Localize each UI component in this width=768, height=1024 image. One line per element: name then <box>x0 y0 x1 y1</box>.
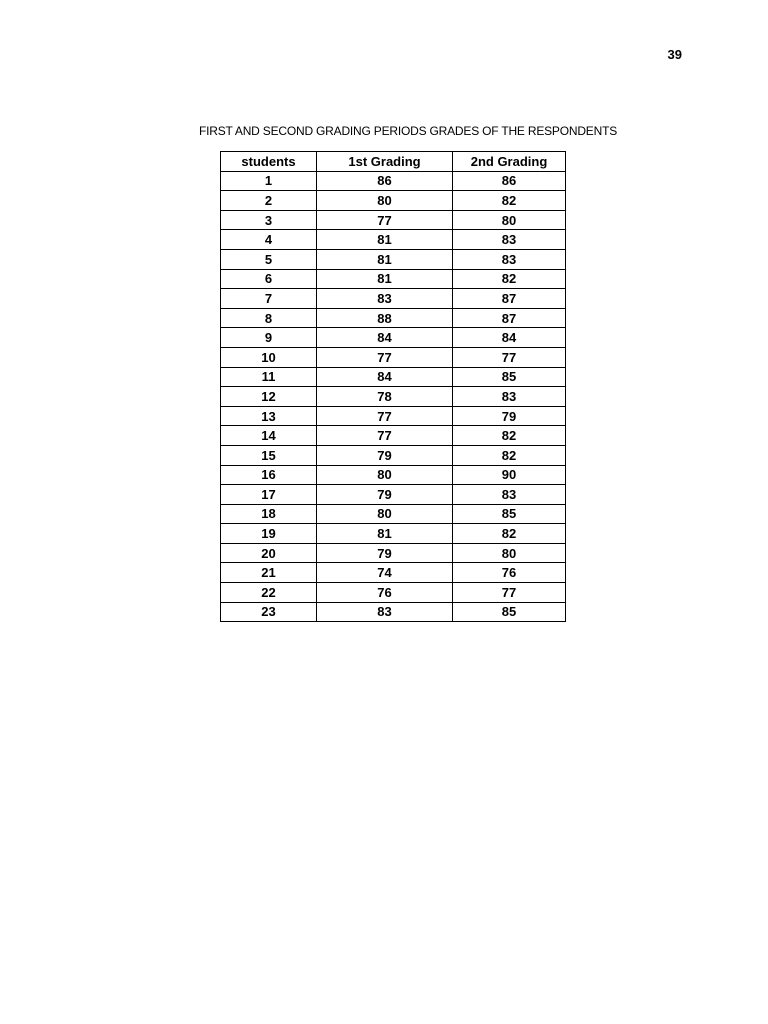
table-row <box>221 583 566 603</box>
column-header-1st-grading: 1st Grading <box>317 152 453 172</box>
student-number-cell: 13 <box>221 406 317 426</box>
first-grading-cell: 88 <box>317 308 453 328</box>
second-grading-cell: 85 <box>453 602 566 622</box>
second-grading-cell: 76 <box>453 563 566 583</box>
table-row <box>221 504 566 524</box>
first-grading-cell: 81 <box>317 524 453 544</box>
table-row <box>221 602 566 622</box>
student-number-cell: 12 <box>221 387 317 407</box>
student-number-cell: 21 <box>221 563 317 583</box>
student-number-cell: 18 <box>221 504 317 524</box>
table-row <box>221 328 566 348</box>
second-grading-cell: 80 <box>453 210 566 230</box>
first-grading-cell: 77 <box>317 406 453 426</box>
second-grading-cell: 77 <box>453 583 566 603</box>
table-row <box>221 210 566 230</box>
second-grading-cell: 85 <box>453 367 566 387</box>
second-grading-cell: 80 <box>453 543 566 563</box>
table-row <box>221 171 566 191</box>
student-number-cell: 19 <box>221 524 317 544</box>
second-grading-cell: 82 <box>453 445 566 465</box>
student-number-cell: 5 <box>221 249 317 269</box>
student-number-cell: 3 <box>221 210 317 230</box>
student-number-cell: 4 <box>221 230 317 250</box>
table-row <box>221 367 566 387</box>
student-number-cell: 15 <box>221 445 317 465</box>
student-number-cell: 8 <box>221 308 317 328</box>
table-row <box>221 465 566 485</box>
table-body <box>221 171 566 622</box>
first-grading-cell: 80 <box>317 504 453 524</box>
student-number-cell: 1 <box>221 171 317 191</box>
first-grading-cell: 81 <box>317 269 453 289</box>
table-row <box>221 289 566 309</box>
column-header-2nd-grading: 2nd Grading <box>453 152 566 172</box>
second-grading-cell: 82 <box>453 426 566 446</box>
student-number-cell: 23 <box>221 602 317 622</box>
first-grading-cell: 84 <box>317 328 453 348</box>
first-grading-cell: 80 <box>317 465 453 485</box>
student-number-cell: 6 <box>221 269 317 289</box>
student-number-cell: 10 <box>221 347 317 367</box>
first-grading-cell: 81 <box>317 249 453 269</box>
second-grading-cell: 86 <box>453 171 566 191</box>
table-row <box>221 524 566 544</box>
student-number-cell: 17 <box>221 485 317 505</box>
second-grading-cell: 84 <box>453 328 566 348</box>
page-number: 39 <box>667 47 682 62</box>
student-number-cell: 16 <box>221 465 317 485</box>
column-header-students: students <box>221 152 317 172</box>
first-grading-cell: 77 <box>317 347 453 367</box>
first-grading-cell: 86 <box>317 171 453 191</box>
table-row <box>221 269 566 289</box>
table-row <box>221 191 566 211</box>
table-row <box>221 563 566 583</box>
second-grading-cell: 83 <box>453 485 566 505</box>
table-row <box>221 249 566 269</box>
table-row <box>221 445 566 465</box>
second-grading-cell: 83 <box>453 230 566 250</box>
second-grading-cell: 77 <box>453 347 566 367</box>
table-row <box>221 406 566 426</box>
second-grading-cell: 85 <box>453 504 566 524</box>
table-row <box>221 347 566 367</box>
student-number-cell: 22 <box>221 583 317 603</box>
second-grading-cell: 82 <box>453 269 566 289</box>
second-grading-cell: 90 <box>453 465 566 485</box>
table-row <box>221 543 566 563</box>
first-grading-cell: 74 <box>317 563 453 583</box>
first-grading-cell: 79 <box>317 543 453 563</box>
first-grading-cell: 76 <box>317 583 453 603</box>
first-grading-cell: 81 <box>317 230 453 250</box>
second-grading-cell: 82 <box>453 191 566 211</box>
table-row <box>221 387 566 407</box>
second-grading-cell: 83 <box>453 387 566 407</box>
table-row <box>221 230 566 250</box>
first-grading-cell: 79 <box>317 485 453 505</box>
student-number-cell: 2 <box>221 191 317 211</box>
first-grading-cell: 77 <box>317 426 453 446</box>
grades-table <box>220 151 566 622</box>
table-row <box>221 485 566 505</box>
first-grading-cell: 84 <box>317 367 453 387</box>
first-grading-cell: 77 <box>317 210 453 230</box>
second-grading-cell: 87 <box>453 308 566 328</box>
first-grading-cell: 83 <box>317 602 453 622</box>
student-number-cell: 20 <box>221 543 317 563</box>
table-title: FIRST AND SECOND GRADING PERIODS GRADES OF THE RESPONDENTS <box>198 124 618 138</box>
second-grading-cell: 87 <box>453 289 566 309</box>
student-number-cell: 9 <box>221 328 317 348</box>
first-grading-cell: 79 <box>317 445 453 465</box>
first-grading-cell: 78 <box>317 387 453 407</box>
second-grading-cell: 79 <box>453 406 566 426</box>
first-grading-cell: 80 <box>317 191 453 211</box>
table-row <box>221 426 566 446</box>
table-row <box>221 308 566 328</box>
student-number-cell: 7 <box>221 289 317 309</box>
first-grading-cell: 83 <box>317 289 453 309</box>
second-grading-cell: 83 <box>453 249 566 269</box>
student-number-cell: 14 <box>221 426 317 446</box>
student-number-cell: 11 <box>221 367 317 387</box>
second-grading-cell: 82 <box>453 524 566 544</box>
table-header-row <box>221 152 566 172</box>
